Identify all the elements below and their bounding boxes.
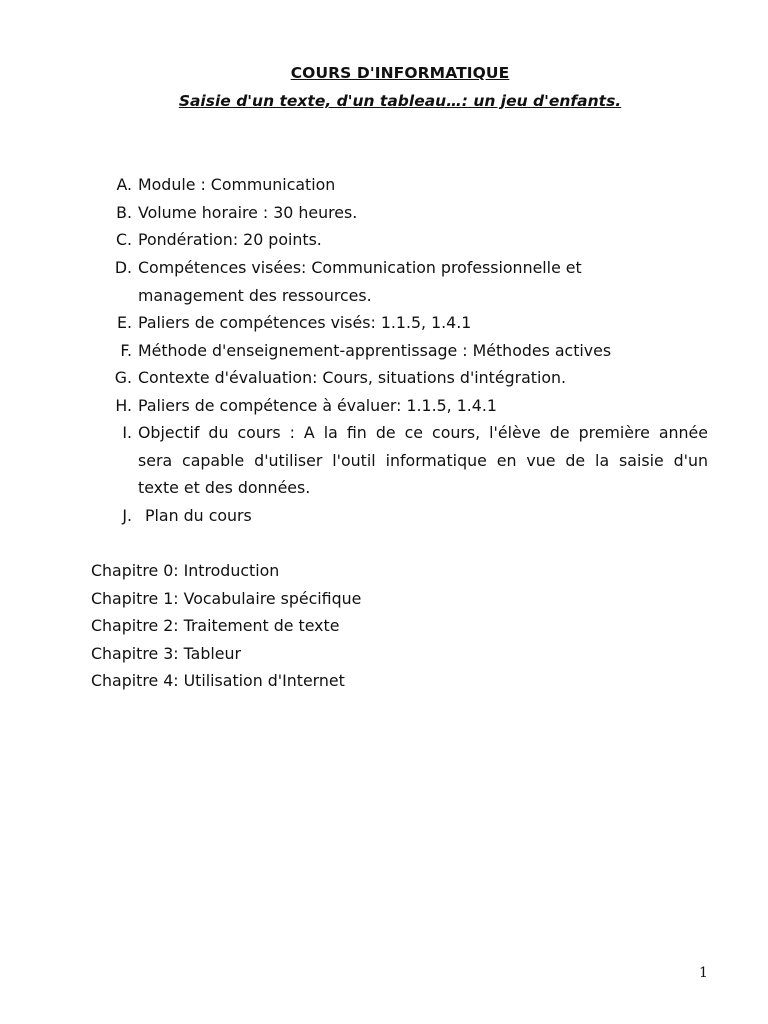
list-item-text: Contexte d'évaluation: Cours, situations d'intégration. [138,368,567,387]
chapter-item: Chapitre 2: Traitement de texte [91,616,340,635]
list-item-text: Objectif du cours : A la fin de ce cours, l'élève de première année [138,423,708,442]
chapter-item: Chapitre 0: Introduction [91,561,280,580]
list-item-letter: I. [122,423,132,442]
list-item-text: Plan du cours [145,506,252,525]
list-item-letter: J. [122,506,132,525]
list-item-text: management des ressources. [138,286,372,305]
list-item-text: texte et des données. [138,478,311,497]
list-item-text: Compétences visées: Communication professionnelle et [138,258,582,277]
list-item-letter: G. [114,368,132,387]
chapter-item: Chapitre 4: Utilisation d'Internet [91,671,345,690]
list-item-letter: D. [114,258,132,277]
list-item-letter: C. [115,230,132,249]
list-item-letter: H. [115,396,132,415]
page-number: 1 [699,965,708,981]
list-item-letter: B. [116,203,132,222]
list-item-text: Volume horaire : 30 heures. [138,203,358,222]
list-item-text: Méthode d'enseignement-apprentissage : Méthodes actives [138,341,612,360]
list-item-letter: A. [116,175,132,194]
list-item-letter: E. [116,313,132,332]
list-item-text: Pondération: 20 points. [138,230,322,249]
chapter-item: Chapitre 1: Vocabulaire spécifique [91,589,362,608]
document-subtitle: Saisie d'un texte, d'un tableau…: un jeu d'enfants. [178,92,622,110]
list-item-text: Paliers de compétences visés: 1.1.5, 1.4.1 [138,313,472,332]
list-item-letter: F. [120,341,132,360]
chapter-item: Chapitre 3: Tableur [91,644,241,663]
list-item-text: sera capable d'utiliser l'outil informatique en vue de la saisie d'un [138,451,708,470]
document-title: COURS D'INFORMATIQUE [290,64,510,82]
list-item-text: Paliers de compétence à évaluer: 1.1.5, 1.4.1 [138,396,497,415]
list-item-text: Module : Communication [138,175,336,194]
